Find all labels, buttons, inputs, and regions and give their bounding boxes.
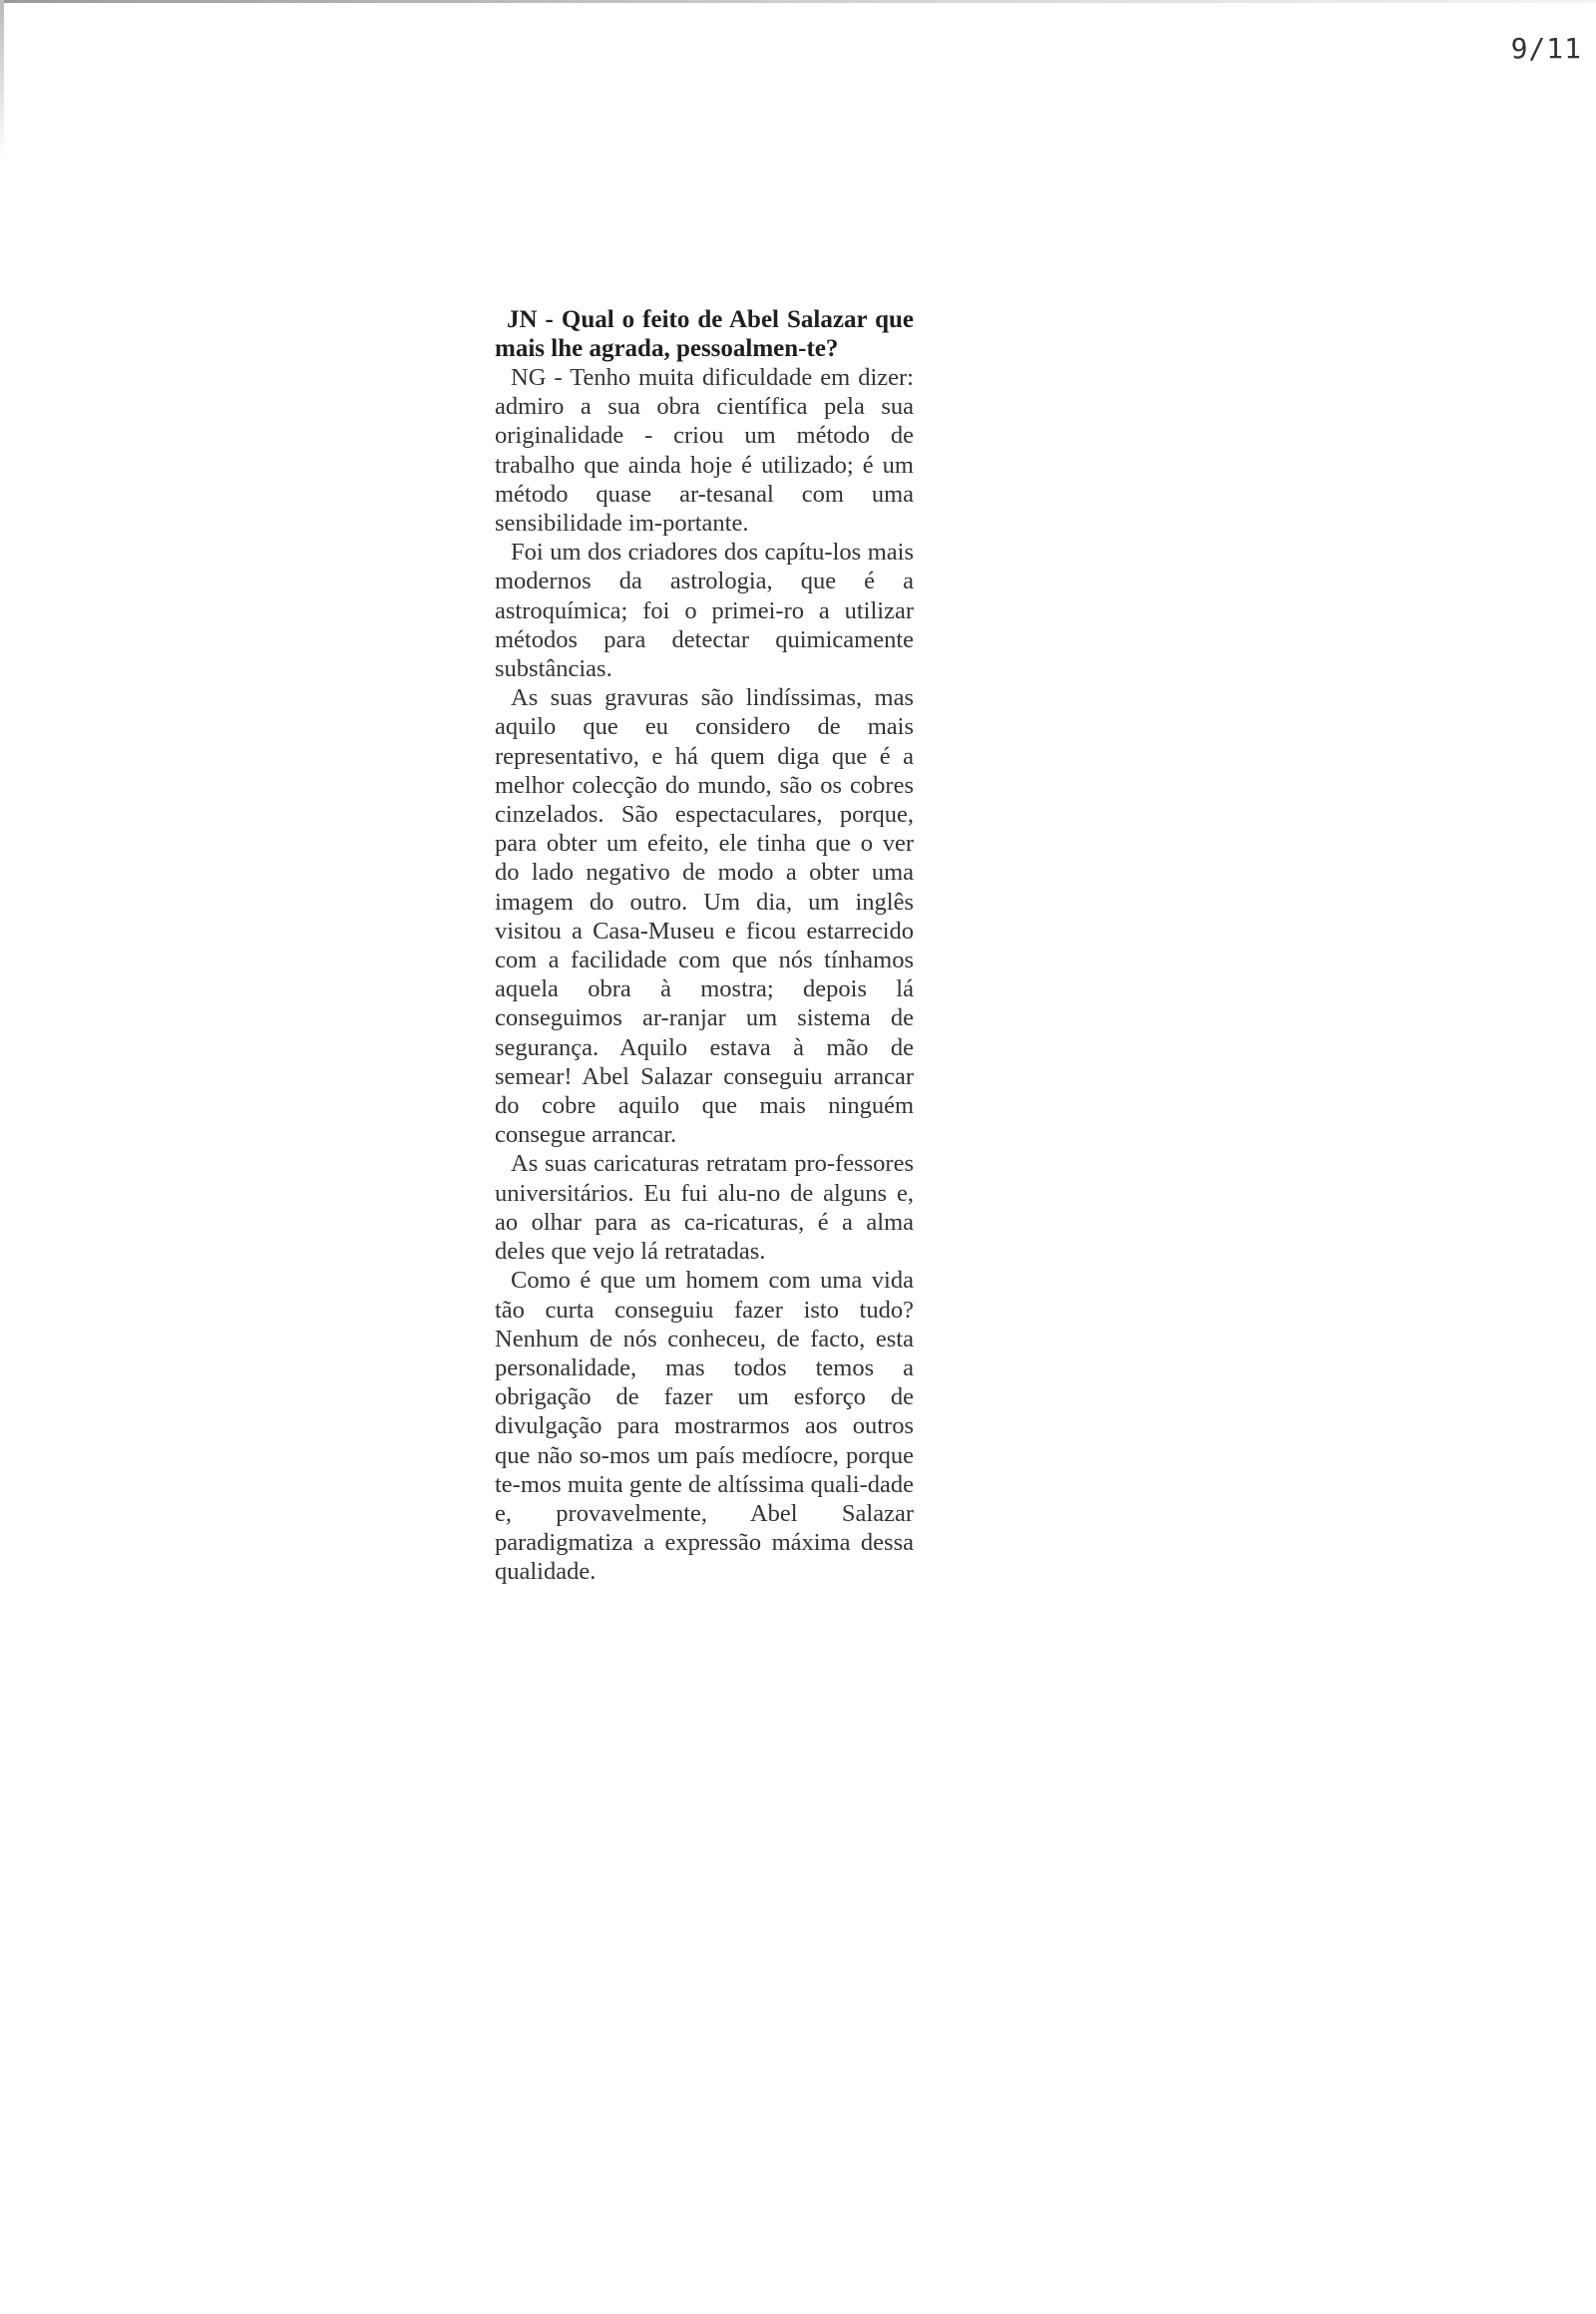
newspaper-clipping — [495, 305, 914, 1587]
scan-left-edge — [0, 0, 4, 160]
page-number: 9/11 — [1510, 32, 1582, 65]
answer-paragraph-5: Como é que um homem com uma vida tão curta conseguiu fazer isto tudo? Nenhum de nós conheceu, de facto, esta personalidade, mas todos temos a obrigação de fazer um esforço de divulgação para mostrarmos aos outros que não so-mos um país medíocre, porque te-mos muita gente de altíssima quali-dade e, provavelmente, Abel Salazar paradigmatiza a expressão máxima dessa qualidade. — [495, 1267, 914, 1586]
interview-question: JN - Qual o feito de Abel Salazar que mais lhe agrada, pessoalmen-te? — [495, 306, 914, 362]
answer-paragraph-2: Foi um dos criadores dos capítu-los mais modernos da astrologia, que é a astroquímica; foi o primei-ro a utilizar métodos para detectar quimicamente substâncias. — [495, 539, 914, 683]
answer-paragraph-4: As suas caricaturas retratam pro-fessores universitários. Eu fui alu-no de alguns e, ao olhar para as ca-ricaturas, é a alma deles que vejo lá retratadas. — [495, 1150, 914, 1266]
answer-paragraph-3: As suas gravuras são lindíssimas, mas aquilo que eu considero de mais representativo, e há quem diga que é a melhor colecção do mundo, são os cobres cinzelados. São espectaculares, porque, para obter um efeito, ele tinha que o ver do lado negativo de modo a obter uma imagem do outro. Um dia, um inglês visitou a Casa-Museu e ficou estarrecido com a facilidade com que nós tínhamos aquela obra à mostra; depois lá conseguimos ar-ranjar um sistema de segurança. Aquilo estava à mão de semear! Abel Salazar conseguiu arrancar do cobre aquilo que mais ninguém consegue arrancar. — [495, 684, 914, 1149]
answer-paragraph-1: NG - Tenho muita dificuldade em dizer: admiro a sua obra científica pela sua originalidade - criou um método de trabalho que ainda hoje é utilizado; é um método quase ar-tesanal com uma sensibilidade im-portante. — [495, 364, 914, 538]
scan-top-edge — [0, 0, 1596, 3]
